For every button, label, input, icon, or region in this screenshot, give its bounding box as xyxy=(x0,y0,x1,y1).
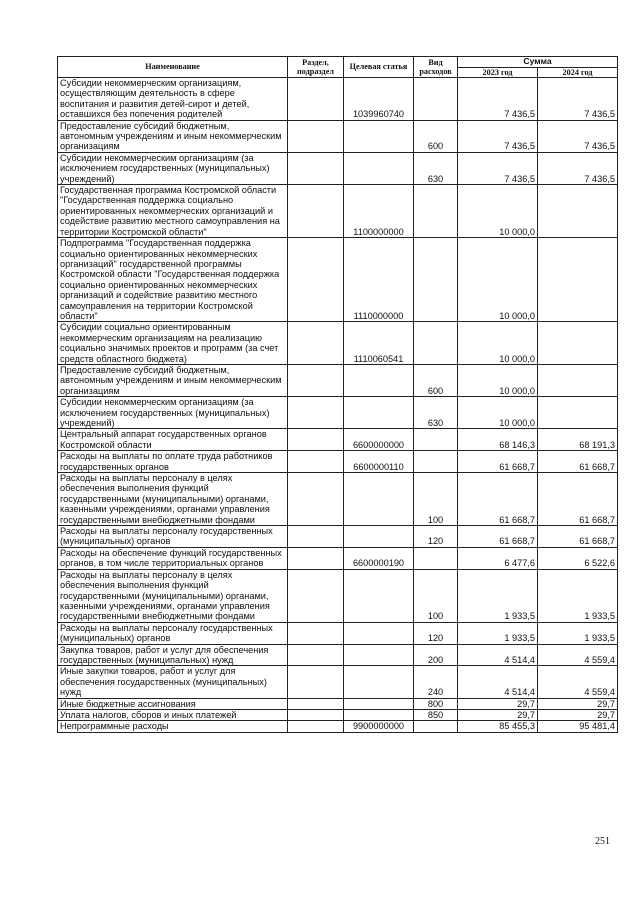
cell-target xyxy=(344,709,414,720)
cell-sum-2024: 6 522,6 xyxy=(538,547,618,569)
cell-sum-2023: 10 000,0 xyxy=(458,364,538,396)
cell-sum-2024 xyxy=(538,322,618,365)
cell-sum-2024: 61 668,7 xyxy=(538,451,618,473)
table-row xyxy=(58,547,618,569)
cell-sum-2024: 29,7 xyxy=(538,698,618,709)
cell-razdel xyxy=(288,429,344,451)
cell-target: 1110060541 xyxy=(344,322,414,365)
cell-target xyxy=(344,569,414,622)
cell-sum-2024: 95 481,4 xyxy=(538,721,618,732)
table-row xyxy=(58,666,618,698)
table-row xyxy=(58,78,618,121)
cell-target xyxy=(344,397,414,429)
cell-vid: 200 xyxy=(414,644,458,666)
cell-name: Государственная программа Костромской области "Государственная поддержка социально ориентированных некоммерческих организаций и содействие развитию местного самоуправления на территории Костромской области" xyxy=(58,185,288,238)
cell-sum-2024: 7 436,5 xyxy=(538,120,618,152)
cell-target: 1100000000 xyxy=(344,185,414,238)
cell-sum-2023: 10 000,0 xyxy=(458,397,538,429)
cell-sum-2024 xyxy=(538,397,618,429)
cell-vid: 600 xyxy=(414,364,458,396)
header-sum: Сумма xyxy=(458,57,618,68)
cell-razdel xyxy=(288,78,344,121)
cell-vid: 100 xyxy=(414,473,458,526)
cell-vid: 850 xyxy=(414,709,458,720)
cell-target: 1110000000 xyxy=(344,238,414,322)
cell-vid xyxy=(414,78,458,121)
header-year-2023: 2023 год xyxy=(458,67,538,78)
table-row xyxy=(58,238,618,322)
cell-vid: 800 xyxy=(414,698,458,709)
cell-sum-2024: 7 436,5 xyxy=(538,152,618,184)
cell-vid xyxy=(414,322,458,365)
cell-name: Расходы на выплаты персоналу государственных (муниципальных) органов xyxy=(58,622,288,644)
cell-name: Субсидии некоммерческим организациям, осуществляющим деятельность в сфере воспитания и развития детей-сирот и детей, оставшихся без попечения родителей xyxy=(58,78,288,121)
cell-target xyxy=(344,120,414,152)
cell-sum-2023: 61 668,7 xyxy=(458,526,538,548)
cell-sum-2023: 85 455,3 xyxy=(458,721,538,732)
cell-sum-2023: 7 436,5 xyxy=(458,120,538,152)
cell-sum-2023: 10 000,0 xyxy=(458,185,538,238)
cell-sum-2023: 68 146,3 xyxy=(458,429,538,451)
cell-name: Закупка товаров, работ и услуг для обеспечения государственных (муниципальных) нужд xyxy=(58,644,288,666)
cell-vid xyxy=(414,238,458,322)
header-vid: Вид расходов xyxy=(414,57,458,78)
header-target: Целевая статья xyxy=(344,57,414,78)
cell-vid xyxy=(414,547,458,569)
cell-vid xyxy=(414,429,458,451)
cell-target xyxy=(344,666,414,698)
cell-name: Субсидии некоммерческим организациям (за исключением государственных (муниципальных) учреждений) xyxy=(58,152,288,184)
cell-sum-2023: 29,7 xyxy=(458,698,538,709)
table-row xyxy=(58,526,618,548)
table-row xyxy=(58,644,618,666)
cell-target xyxy=(344,622,414,644)
table-row xyxy=(58,698,618,709)
cell-vid xyxy=(414,185,458,238)
cell-sum-2024 xyxy=(538,185,618,238)
cell-name: Расходы на выплаты персоналу в целях обеспечения выполнения функций государственными (муниципальными) органами, казенными учреждениями, органами управления государственными внебюджетными фондами xyxy=(58,473,288,526)
cell-target: 6600000110 xyxy=(344,451,414,473)
table-row xyxy=(58,429,618,451)
page-number: 251 xyxy=(595,836,610,847)
cell-vid: 120 xyxy=(414,622,458,644)
cell-target xyxy=(344,473,414,526)
cell-name: Иные закупки товаров, работ и услуг для обеспечения государственных (муниципальных) нужд xyxy=(58,666,288,698)
cell-sum-2023: 61 668,7 xyxy=(458,473,538,526)
cell-sum-2023: 7 436,5 xyxy=(458,78,538,121)
cell-name: Субсидии социально ориентированным некоммерческим организациям на реализацию социально значимых проектов и программ (за счет средств областного бюджета) xyxy=(58,322,288,365)
cell-vid: 120 xyxy=(414,526,458,548)
cell-razdel xyxy=(288,451,344,473)
cell-razdel xyxy=(288,185,344,238)
cell-sum-2024: 1 933,5 xyxy=(538,569,618,622)
cell-vid: 240 xyxy=(414,666,458,698)
cell-sum-2023: 4 514,4 xyxy=(458,644,538,666)
cell-target xyxy=(344,698,414,709)
cell-sum-2023: 4 514,4 xyxy=(458,666,538,698)
cell-razdel xyxy=(288,397,344,429)
cell-sum-2024: 4 559,4 xyxy=(538,644,618,666)
cell-razdel xyxy=(288,238,344,322)
table-row xyxy=(58,120,618,152)
cell-razdel xyxy=(288,709,344,720)
cell-target xyxy=(344,152,414,184)
table-row xyxy=(58,569,618,622)
table-row xyxy=(58,322,618,365)
cell-vid xyxy=(414,721,458,732)
cell-name: Иные бюджетные ассигнования xyxy=(58,698,288,709)
cell-target: 1039960740 xyxy=(344,78,414,121)
cell-vid: 630 xyxy=(414,397,458,429)
cell-razdel xyxy=(288,698,344,709)
cell-sum-2023: 10 000,0 xyxy=(458,238,538,322)
cell-sum-2024: 61 668,7 xyxy=(538,473,618,526)
cell-vid: 630 xyxy=(414,152,458,184)
cell-sum-2023: 29,7 xyxy=(458,709,538,720)
cell-name: Расходы на выплаты по оплате труда работников государственных органов xyxy=(58,451,288,473)
cell-name: Субсидии некоммерческим организациям (за исключением государственных (муниципальных) учреждений) xyxy=(58,397,288,429)
table-row xyxy=(58,152,618,184)
cell-target: 9900000000 xyxy=(344,721,414,732)
cell-target xyxy=(344,364,414,396)
cell-vid: 100 xyxy=(414,569,458,622)
table-row xyxy=(58,709,618,720)
table-body xyxy=(58,78,618,733)
cell-sum-2023: 1 933,5 xyxy=(458,569,538,622)
table-row xyxy=(58,451,618,473)
cell-sum-2023: 61 668,7 xyxy=(458,451,538,473)
cell-razdel xyxy=(288,666,344,698)
cell-name: Предоставление субсидий бюджетным, автономным учреждениям и иным некоммерческим организациям xyxy=(58,120,288,152)
cell-razdel xyxy=(288,473,344,526)
cell-razdel xyxy=(288,622,344,644)
header-year-2024: 2024 год xyxy=(538,67,618,78)
cell-sum-2024: 7 436,5 xyxy=(538,78,618,121)
table-row xyxy=(58,622,618,644)
budget-table xyxy=(57,56,618,733)
table-row xyxy=(58,397,618,429)
cell-name: Расходы на выплаты персоналу государственных (муниципальных) органов xyxy=(58,526,288,548)
cell-target: 6600000000 xyxy=(344,429,414,451)
cell-name: Расходы на обеспечение функций государственных органов, в том числе территориальных органов xyxy=(58,547,288,569)
cell-razdel xyxy=(288,644,344,666)
cell-name: Расходы на выплаты персоналу в целях обеспечения выполнения функций государственными (муниципальными) органами, казенными учреждениями, органами управления государственными внебюджетными фондами xyxy=(58,569,288,622)
cell-name: Непрограммные расходы xyxy=(58,721,288,732)
header-name: Наименование xyxy=(58,57,288,78)
cell-sum-2024: 1 933,5 xyxy=(538,622,618,644)
cell-name: Предоставление субсидий бюджетным, автономным учреждениям и иным некоммерческим организациям xyxy=(58,364,288,396)
cell-sum-2024 xyxy=(538,238,618,322)
cell-razdel xyxy=(288,547,344,569)
cell-name: Подпрограмма "Государственная поддержка социально ориентированных некоммерческих организаций" государственной программы Костромской области "Государственная поддержка социально ориентированных некоммерческих организаций и содействие развитию местного самоуправления на территории Костромской области" xyxy=(58,238,288,322)
cell-sum-2023: 6 477,6 xyxy=(458,547,538,569)
cell-sum-2023: 7 436,5 xyxy=(458,152,538,184)
cell-target xyxy=(344,644,414,666)
table-row xyxy=(58,721,618,732)
header-razdel: Раздел, подраздел xyxy=(288,57,344,78)
cell-target xyxy=(344,526,414,548)
table-row xyxy=(58,473,618,526)
cell-vid xyxy=(414,451,458,473)
budget-sheet xyxy=(57,56,617,733)
cell-razdel xyxy=(288,569,344,622)
cell-sum-2024: 68 191,3 xyxy=(538,429,618,451)
cell-target: 6600000190 xyxy=(344,547,414,569)
cell-sum-2024: 4 559,4 xyxy=(538,666,618,698)
cell-razdel xyxy=(288,364,344,396)
cell-sum-2023: 1 933,5 xyxy=(458,622,538,644)
cell-sum-2024: 61 668,7 xyxy=(538,526,618,548)
table-row xyxy=(58,364,618,396)
cell-razdel xyxy=(288,721,344,732)
cell-name: Уплата налогов, сборов и иных платежей xyxy=(58,709,288,720)
cell-razdel xyxy=(288,526,344,548)
cell-sum-2024 xyxy=(538,364,618,396)
cell-razdel xyxy=(288,322,344,365)
cell-sum-2024: 29,7 xyxy=(538,709,618,720)
cell-name: Центральный аппарат государственных органов Костромской области xyxy=(58,429,288,451)
cell-vid: 600 xyxy=(414,120,458,152)
cell-razdel xyxy=(288,152,344,184)
cell-razdel xyxy=(288,120,344,152)
table-row xyxy=(58,185,618,238)
cell-sum-2023: 10 000,0 xyxy=(458,322,538,365)
